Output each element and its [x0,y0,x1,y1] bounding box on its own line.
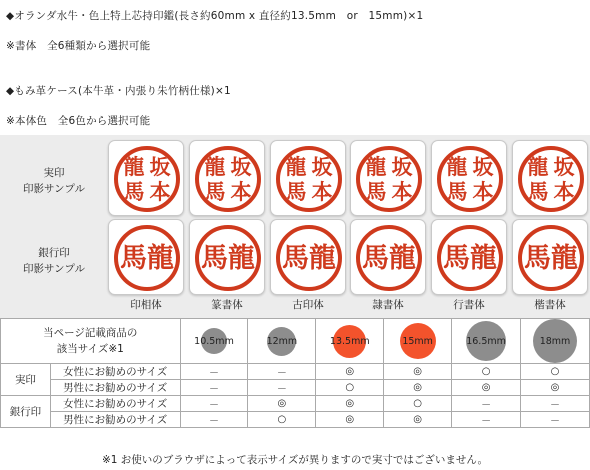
ginkou-label: 銀行印 [38,247,70,259]
seal-character: 坂 [553,154,575,179]
size-cell [452,319,521,364]
seal-character: 馬 [527,179,549,204]
size-circle: 18mm [533,319,577,363]
size-cell [316,319,384,364]
seal-character: 龍 [285,154,307,179]
recommendation-mark: － [180,396,248,412]
recommendation-mark: － [452,412,521,428]
jitsuin-sample-label [2,165,106,197]
seal-impression [356,225,422,291]
seal-character: 馬 [123,179,145,204]
recommendation-mark: ◎ [316,396,384,412]
seal-character: 龍 [365,154,387,179]
recommendation-mark: ○ [384,396,452,412]
seal-character: 坂 [230,154,252,179]
seal-character: 馬 [204,179,226,204]
seal-character: 本 [472,179,494,204]
size-table-row [1,412,590,428]
size-table-row [1,364,590,380]
recommendation-mark: ○ [452,364,521,380]
font-style-label: 古印体 [292,299,324,311]
sample-label: 印影サンプル [22,263,86,275]
seal-character: 本 [311,179,333,204]
size-cell [180,319,248,364]
size-cell [384,319,452,364]
ginkou-seal-stamp [350,219,426,295]
seal-type-label: 銀行印 [1,396,51,428]
size-circle: 15mm [400,323,436,359]
seal-character: 馬 [446,179,468,204]
seal-character: 坂 [149,154,171,179]
size-circle: 16.5mm [466,321,506,361]
jitsuin-label: 実印 [43,167,65,179]
seal-character: 龍 [204,154,226,179]
seal-character: 馬 [362,242,389,274]
jitsuin-seal-stamp [189,140,265,216]
seal-character: 馬 [282,242,309,274]
header-line-2: 該当サイズ※1 [56,343,124,355]
header-line-1: 当ページ記載商品の [43,327,138,339]
recommendation-mark: ◎ [316,364,384,380]
recommendation-mark: ○ [521,364,590,380]
seal-impression [276,146,342,212]
recommendation-mark: ◎ [384,364,452,380]
font-style-label: 楷書体 [534,299,566,311]
seal-character: 龍 [228,242,255,274]
ginkou-seal-stamp [431,219,507,295]
seal-impression [195,146,261,212]
seal-type-label: 実印 [1,364,51,396]
seal-character: 龍 [309,242,336,274]
recommendation-mark: － [521,396,590,412]
recommendation-mark: － [180,364,248,380]
seal-impression [437,225,503,291]
seal-impression [276,225,342,291]
seal-character: 龍 [527,154,549,179]
seal-character: 龍 [551,242,578,274]
ginkou-sample-label [2,245,106,277]
ginkou-seal-stamp [512,219,588,295]
font-choice-note: ※書体 全6種類から選択可能 [6,40,151,52]
seal-character: 龍 [389,242,416,274]
font-style-label: 印相体 [130,299,162,311]
size-header-row [1,319,590,364]
recommendation-mark: － [180,412,248,428]
font-style-label: 篆書体 [211,299,243,311]
size-circle: 13.5mm [333,325,366,358]
seal-character: 本 [149,179,171,204]
seal-character: 馬 [120,242,147,274]
recommendation-mark: ◎ [384,380,452,396]
jitsuin-seal-stamp [108,140,184,216]
product-line-2: ◆もみ革ケース(本牛革・内張り朱竹柄仕様)×1 [6,85,231,97]
seal-character: 龍 [123,154,145,179]
seal-character: 本 [230,179,252,204]
jitsuin-seal-stamp [512,140,588,216]
recommendation-mark: ◎ [316,412,384,428]
seal-character: 龍 [147,242,174,274]
ginkou-seal-stamp [189,219,265,295]
seal-character: 坂 [311,154,333,179]
seal-character: 馬 [443,242,470,274]
recommendation-mark: ◎ [384,412,452,428]
seal-impression [518,225,584,291]
size-cell [521,319,590,364]
recommendation-mark: ◎ [248,396,316,412]
seal-impression [437,146,503,212]
recommendation-mark: ○ [248,412,316,428]
color-choice-note: ※本体色 全6色から選択可能 [6,115,151,127]
seal-sample-panel [0,135,590,318]
seal-character: 馬 [285,179,307,204]
seal-impression [356,146,422,212]
jitsuin-seal-stamp [431,140,507,216]
recommendation-label: 女性にお勧めのサイズ [50,396,180,412]
recommendation-label: 女性にお勧めのサイズ [50,364,180,380]
font-style-label: 隷書体 [372,299,404,311]
size-cell [248,319,316,364]
recommendation-mark: － [248,380,316,396]
size-table-row [1,396,590,412]
seal-character: 馬 [365,179,387,204]
size-table-row [1,380,590,396]
recommendation-mark: － [180,380,248,396]
recommendation-mark: － [452,396,521,412]
seal-character: 坂 [391,154,413,179]
seal-impression [195,225,261,291]
ginkou-seal-stamp [270,219,346,295]
seal-character: 本 [553,179,575,204]
footnote: ※1 お使いのブラウザによって表示サイズが異りますので実寸ではございません。 [101,454,489,466]
size-header-label [1,319,181,364]
size-circle: 12mm [267,327,296,356]
recommendation-label: 男性にお勧めのサイズ [50,380,180,396]
seal-character: 龍 [470,242,497,274]
seal-character: 馬 [201,242,228,274]
size-circle: 10.5mm [201,328,227,354]
recommendation-mark: － [248,364,316,380]
seal-character: 坂 [472,154,494,179]
seal-character: 龍 [446,154,468,179]
seal-impression [518,146,584,212]
seal-impression [114,146,180,212]
recommendation-mark: － [521,412,590,428]
product-line-1: ◆オランダ水牛・色上特上芯持印鑑(長さ約60mm x 直径約13.5mm or 15mm)×1 [6,10,424,22]
seal-character: 馬 [524,242,551,274]
size-table [0,318,590,428]
recommendation-mark: ◎ [521,380,590,396]
font-style-label: 行書体 [453,299,485,311]
recommendation-mark: ○ [316,380,384,396]
sample-label: 印影サンプル [22,183,86,195]
seal-character: 本 [391,179,413,204]
jitsuin-seal-stamp [350,140,426,216]
ginkou-seal-stamp [108,219,184,295]
recommendation-mark: ◎ [452,380,521,396]
jitsuin-seal-stamp [270,140,346,216]
recommendation-label: 男性にお勧めのサイズ [50,412,180,428]
seal-impression [114,225,180,291]
